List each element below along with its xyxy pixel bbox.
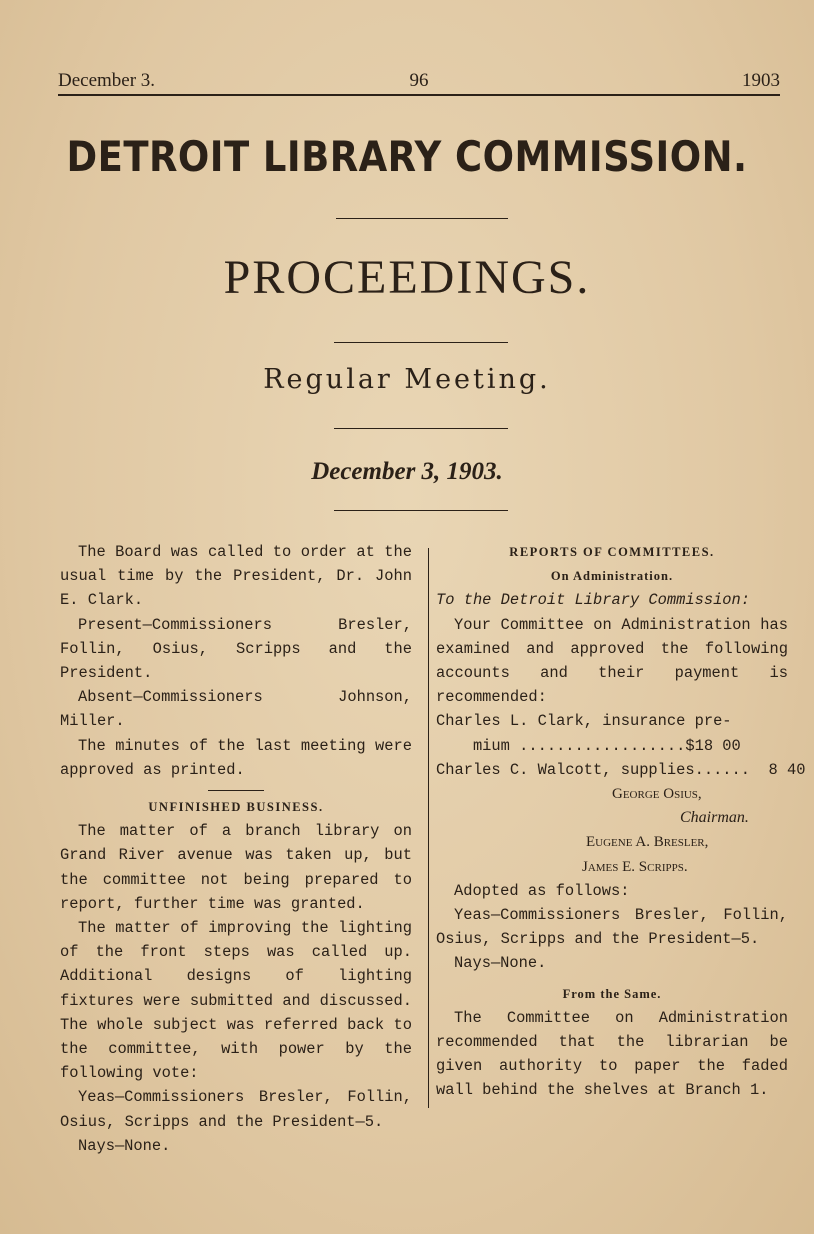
meeting-type: Regular Meeting. bbox=[263, 364, 551, 395]
paragraph: Your Committee on Administration has examined and approved the following accounts and their payment is recommended: bbox=[436, 615, 788, 707]
signature-role: Chairman. bbox=[680, 809, 749, 827]
right-column bbox=[436, 540, 806, 1103]
paragraph: Nays—None. bbox=[78, 1136, 171, 1155]
salutation: To the Detroit Library Commission: bbox=[436, 591, 751, 610]
signature: Eugene A. Bresler, bbox=[586, 834, 709, 851]
signature: George Osius, bbox=[612, 786, 702, 803]
paragraph: Nays—None. bbox=[454, 954, 547, 973]
document-title: DETROIT LIBRARY COMMISSION. bbox=[66, 132, 748, 181]
subsection-heading: On Administration. bbox=[550, 569, 674, 584]
page-header bbox=[58, 70, 780, 96]
account-line: mium ..................$18 00 bbox=[436, 736, 741, 755]
section-heading: REPORTS OF COMMITTEES. bbox=[509, 545, 715, 559]
divider-rule bbox=[334, 510, 508, 511]
paragraph: The Committee on Administration recommended that the librarian be given authority to paper the faded wall behind the shelves at Branch 1. bbox=[436, 1008, 788, 1100]
left-column bbox=[60, 540, 412, 1158]
section-heading: UNFINISHED BUSINESS. bbox=[148, 800, 324, 815]
paragraph: The minutes of the last meeting were approved as printed. bbox=[60, 736, 412, 779]
account-line: Charles L. Clark, insurance pre- bbox=[436, 712, 732, 731]
column-divider bbox=[428, 548, 429, 1108]
paragraph: Present—Commissioners Bresler, Follin, Osius, Scripps and the President. bbox=[60, 615, 412, 683]
meeting-date: December 3, 1903. bbox=[311, 458, 503, 485]
divider-rule bbox=[334, 428, 508, 429]
subsection-heading: From the Same. bbox=[562, 986, 662, 1001]
paragraph: Yeas—Commissioners Bresler, Follin, Osius, Scripps and the President—5. bbox=[436, 906, 788, 949]
header-date: December 3. bbox=[58, 70, 156, 91]
paragraph: The matter of a branch library on Grand River avenue was taken up, but the committee not being prepared to report, further time was granted. bbox=[60, 822, 412, 913]
paragraph: The matter of improving the lighting of the front steps was called up. Additional designs of lighting fixtures were submitted and discussed. The whole subject was referred back to the committee, with power by the following vote: bbox=[60, 919, 412, 1083]
paragraph: Adopted as follows: bbox=[454, 881, 630, 900]
page-number: 96 bbox=[409, 70, 429, 91]
proceedings-heading: PROCEEDINGS. bbox=[223, 251, 591, 304]
paragraph: The Board was called to order at the usual time by the President, Dr. John E. Clark. bbox=[60, 543, 412, 610]
divider-rule bbox=[336, 218, 508, 219]
paragraph: Yeas—Commissioners Bresler, Follin, Osius, Scripps and the President—5. bbox=[60, 1088, 412, 1131]
signature: James E. Scripps. bbox=[582, 858, 688, 875]
divider-rule bbox=[334, 342, 508, 343]
header-year: 1903 bbox=[742, 70, 780, 91]
section-rule bbox=[208, 790, 264, 791]
paragraph: Absent—Commissioners Johnson, Miller. bbox=[60, 688, 412, 731]
account-line: Charles C. Walcott, supplies...... 8 40 bbox=[436, 760, 806, 779]
